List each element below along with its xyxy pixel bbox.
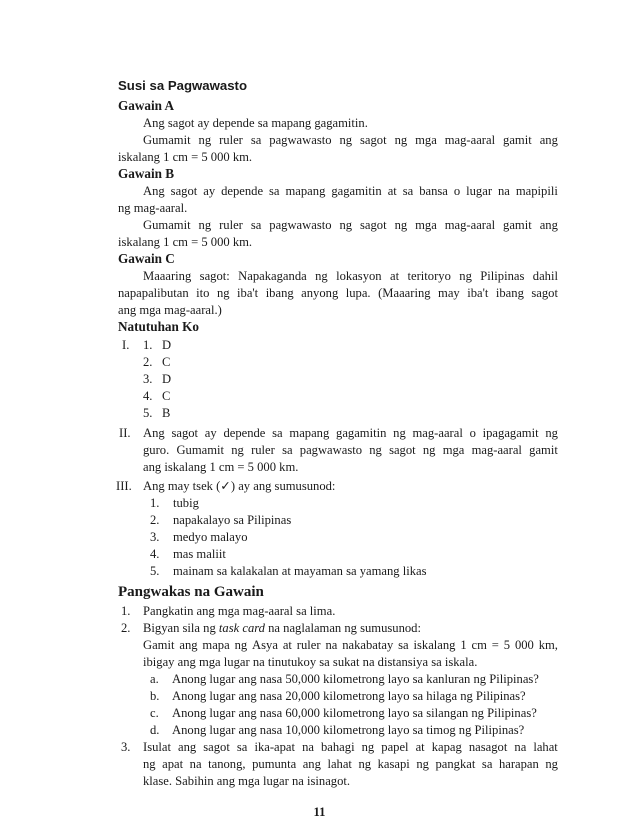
word: lugar xyxy=(466,184,493,198)
word: nasagot xyxy=(468,740,508,754)
word: ng xyxy=(394,218,408,232)
pangwakas-item2-intro xyxy=(143,620,421,636)
word: gamit xyxy=(529,443,558,457)
word: iba't xyxy=(467,286,489,300)
check-item-number: 3. xyxy=(150,530,160,544)
word: lokasyon xyxy=(336,269,382,283)
word: ng xyxy=(422,443,436,457)
word: at xyxy=(390,269,400,283)
check-item-number: 1. xyxy=(150,496,160,510)
word: at xyxy=(282,638,292,652)
answer-letter: B xyxy=(162,406,171,420)
word: ipagagamit xyxy=(482,426,539,440)
word: Gamit xyxy=(143,638,175,652)
part-ii-line: ang iskalang 1 cm = 5 000 km. xyxy=(143,460,299,474)
gawain-c-heading: Gawain C xyxy=(118,251,175,266)
word: anyong xyxy=(301,286,339,300)
word: nakabatay xyxy=(342,638,394,652)
word: lahat xyxy=(327,757,352,771)
word: at xyxy=(415,740,425,754)
gawain-b-heading: Gawain B xyxy=(118,166,175,181)
word: ng xyxy=(339,133,353,147)
word: ruler xyxy=(251,443,275,457)
word: Ang xyxy=(143,184,165,198)
word: sagot xyxy=(170,184,198,198)
word: ng xyxy=(234,638,248,652)
word: ng xyxy=(198,133,212,147)
word: sagot: xyxy=(199,269,230,283)
gawain-b-line: iskalang 1 cm = 5 000 km. xyxy=(118,235,253,249)
word: bansa xyxy=(419,184,448,198)
word: na xyxy=(302,740,314,754)
answer-number: 4. xyxy=(143,389,153,403)
word: iba't xyxy=(237,286,259,300)
word: lahat xyxy=(533,740,558,754)
word: sagot xyxy=(171,426,199,440)
gawain-b-line xyxy=(143,217,558,233)
word: (Maaaring xyxy=(378,286,431,300)
sub-item-letter: d. xyxy=(150,723,160,737)
word: Gumamit xyxy=(143,218,191,232)
word: at xyxy=(387,184,397,198)
word: ang xyxy=(302,757,321,771)
word: may xyxy=(438,286,460,300)
check-item-text: mas maliit xyxy=(173,547,226,561)
word: ng xyxy=(369,443,382,457)
pangwakas-item3-line: klase. Sabihin ang mga lugar na isinagot. xyxy=(143,774,351,788)
word: mapang xyxy=(289,426,330,440)
word: ng xyxy=(339,218,353,232)
word: Asya xyxy=(252,638,278,652)
word: pagwawasto xyxy=(299,443,363,457)
word: ng xyxy=(545,757,558,771)
word: ay xyxy=(203,184,216,198)
word: bahagi xyxy=(321,740,355,754)
word: gamit xyxy=(503,133,532,147)
word: iskalang xyxy=(413,638,456,652)
word: ika-apat xyxy=(254,740,296,754)
word: gamit xyxy=(503,218,532,232)
answer-number: 2. xyxy=(143,355,153,369)
intro-text: Bigyan sila ng xyxy=(143,621,219,635)
word: Isulat xyxy=(143,740,171,754)
word: ng xyxy=(361,740,375,754)
word: ng xyxy=(216,286,230,300)
word: Gumamit xyxy=(143,133,191,147)
word: harapan xyxy=(498,757,539,771)
word: ibang xyxy=(265,286,294,300)
word: ang xyxy=(179,638,198,652)
natutuhan-ko-heading: Natutuhan Ko xyxy=(118,319,199,334)
word: ibang xyxy=(495,286,524,300)
sub-item-text: Anong lugar ang nasa 10,000 kilometrong layo sa timog ng Pilipinas? xyxy=(172,723,525,737)
check-item-text: mainam sa kalakalan at mayaman sa yamang likas xyxy=(173,564,427,578)
pangwakas-item-number: 3. xyxy=(121,740,131,754)
pangwakas-item3-line xyxy=(143,739,558,755)
gawain-c-line: ang mga mag-aaral.) xyxy=(118,303,222,317)
word: ang xyxy=(539,133,558,147)
word: gagamitin xyxy=(331,184,382,198)
word: gagamitin xyxy=(336,426,387,440)
word: km, xyxy=(538,638,558,652)
word: sa xyxy=(236,740,248,754)
word: Gumamit xyxy=(176,443,225,457)
word: na xyxy=(325,638,338,652)
word: ng xyxy=(416,757,429,771)
sub-item-letter: a. xyxy=(150,672,159,686)
word: pumunta xyxy=(252,757,297,771)
word: 000 xyxy=(514,638,534,652)
word: lupa. xyxy=(345,286,371,300)
word: pagwawasto xyxy=(269,133,332,147)
part-ii-label: II. xyxy=(119,426,131,440)
gawain-b-line xyxy=(143,183,558,199)
word: sa xyxy=(272,426,283,440)
word: sa xyxy=(282,443,293,457)
pangwakas-item-number: 1. xyxy=(121,604,131,618)
gawain-c-line xyxy=(118,285,558,301)
word: sagot xyxy=(531,286,558,300)
answer-letter: C xyxy=(162,389,171,403)
word: ruler xyxy=(296,638,321,652)
word: ng xyxy=(198,218,212,232)
pangwakas-item-number: 2. xyxy=(121,621,131,635)
check-item-number: 2. xyxy=(150,513,160,527)
sub-item-text: Anong lugar ang nasa 60,000 kilometrong layo sa silangan ng Pilipinas? xyxy=(172,706,537,720)
word: ay xyxy=(204,426,217,440)
word: ruler xyxy=(219,218,243,232)
word: cm xyxy=(471,638,487,652)
word: sagot xyxy=(203,740,230,754)
gawain-a-line: Ang sagot ay depende sa mapang gagamitin. xyxy=(143,116,368,130)
word: ruler xyxy=(219,133,243,147)
word: ang xyxy=(539,218,558,232)
word: mapang xyxy=(285,184,326,198)
check-item-number: 4. xyxy=(150,547,160,561)
word: na xyxy=(498,184,510,198)
word: mga xyxy=(415,218,437,232)
word: papel xyxy=(381,740,409,754)
word: sa xyxy=(269,184,280,198)
word: apat xyxy=(162,757,184,771)
sub-item-text: Anong lugar ang nasa 20,000 kilometrong layo sa hilaga ng Pilipinas? xyxy=(172,689,526,703)
answer-letter: C xyxy=(162,355,171,369)
check-item-text: medyo malayo xyxy=(173,530,248,544)
gawain-a-line xyxy=(143,132,558,148)
answer-number: 5. xyxy=(143,406,153,420)
word: tanong, xyxy=(208,757,246,771)
sub-item-text: Anong lugar ang nasa 50,000 kilometrong layo sa kanluran ng Pilipinas? xyxy=(172,672,539,686)
sub-item-letter: b. xyxy=(150,689,160,703)
word: kasapi xyxy=(377,757,410,771)
word: mag-aaral xyxy=(412,426,463,440)
word: 1 xyxy=(460,638,467,652)
word: depende xyxy=(221,184,264,198)
answer-letter: D xyxy=(162,338,172,352)
word: = xyxy=(491,638,499,652)
word: sagot xyxy=(360,218,387,232)
part-i-label: I. xyxy=(122,338,130,352)
answer-letter: D xyxy=(162,372,172,386)
pangwakas-item2-line: ibigay ang mga lugar na tinutukoy sa sukat na distansiya sa iskala. xyxy=(143,655,478,669)
word: sa xyxy=(481,757,493,771)
word: ng xyxy=(358,757,372,771)
page-number: 11 xyxy=(313,805,326,819)
word: sa xyxy=(402,184,414,198)
word: ito xyxy=(196,286,210,300)
gawain-b-line: ng mag-aaral. xyxy=(118,201,188,215)
word: Pilipinas xyxy=(480,269,525,283)
word: teritoryo xyxy=(407,269,451,283)
word: mag-aaral xyxy=(444,133,496,147)
answer-number: 1. xyxy=(143,338,153,352)
word: sa xyxy=(250,133,262,147)
sub-item-letter: c. xyxy=(150,706,159,720)
word: pagwawasto xyxy=(269,218,332,232)
word: sagot xyxy=(360,133,387,147)
word: pangkat xyxy=(435,757,476,771)
word: na xyxy=(189,757,202,771)
word: mapipili xyxy=(515,184,558,198)
page-title: Susi sa Pagwawasto xyxy=(118,78,247,93)
check-item-text: napakalayo sa Pilipinas xyxy=(173,513,292,527)
part-ii-line xyxy=(143,425,558,441)
word: na xyxy=(514,740,527,754)
intro-text: na naglalaman ng sumusunod: xyxy=(264,621,421,635)
word: ng xyxy=(143,757,156,771)
word: Napakaganda xyxy=(238,269,307,283)
task-card-emphasis: task card xyxy=(218,621,265,635)
word: ng xyxy=(545,426,558,440)
word: sa xyxy=(250,218,262,232)
gawain-c-line xyxy=(143,268,558,284)
answer-number: 3. xyxy=(143,372,153,386)
pangwakas-item-text: Pangkatin ang mga mag-aaral sa lima. xyxy=(143,604,336,618)
word: Ang xyxy=(143,426,165,440)
word: o xyxy=(469,426,476,440)
word: Maaaring xyxy=(143,269,192,283)
word: sagot xyxy=(389,443,416,457)
part-ii-line xyxy=(143,442,558,458)
word: napapalibutan xyxy=(118,286,189,300)
part-iii-intro: Ang may tsek (✓) ay ang sumusunod: xyxy=(143,479,336,493)
word: guro. xyxy=(143,443,170,457)
word: ng xyxy=(231,443,244,457)
gawain-a-line: iskalang 1 cm = 5 000 km. xyxy=(118,150,253,164)
word: ng xyxy=(393,426,406,440)
word: ng xyxy=(315,269,328,283)
pangwakas-item3-line xyxy=(143,756,558,772)
word: dahil xyxy=(532,269,558,283)
pangwakas-heading: Pangwakas na Gawain xyxy=(118,584,264,600)
check-item-number: 5. xyxy=(150,564,160,578)
word: mag-aaral xyxy=(444,218,496,232)
gawain-a-heading: Gawain A xyxy=(118,98,175,113)
word: ng xyxy=(459,269,472,283)
part-iii-label: III. xyxy=(116,479,132,493)
word: mga xyxy=(415,133,437,147)
check-item-text: tubig xyxy=(173,496,199,510)
word: sa xyxy=(398,638,409,652)
pangwakas-item2-line xyxy=(143,637,558,653)
word: ng xyxy=(394,133,408,147)
word: 5 xyxy=(503,638,511,652)
word: kapag xyxy=(431,740,462,754)
word: depende xyxy=(223,426,266,440)
word: ang xyxy=(178,740,197,754)
word: mag-aaral xyxy=(471,443,522,457)
word: mga xyxy=(442,443,465,457)
word: mapa xyxy=(202,638,230,652)
word: o xyxy=(453,184,461,198)
